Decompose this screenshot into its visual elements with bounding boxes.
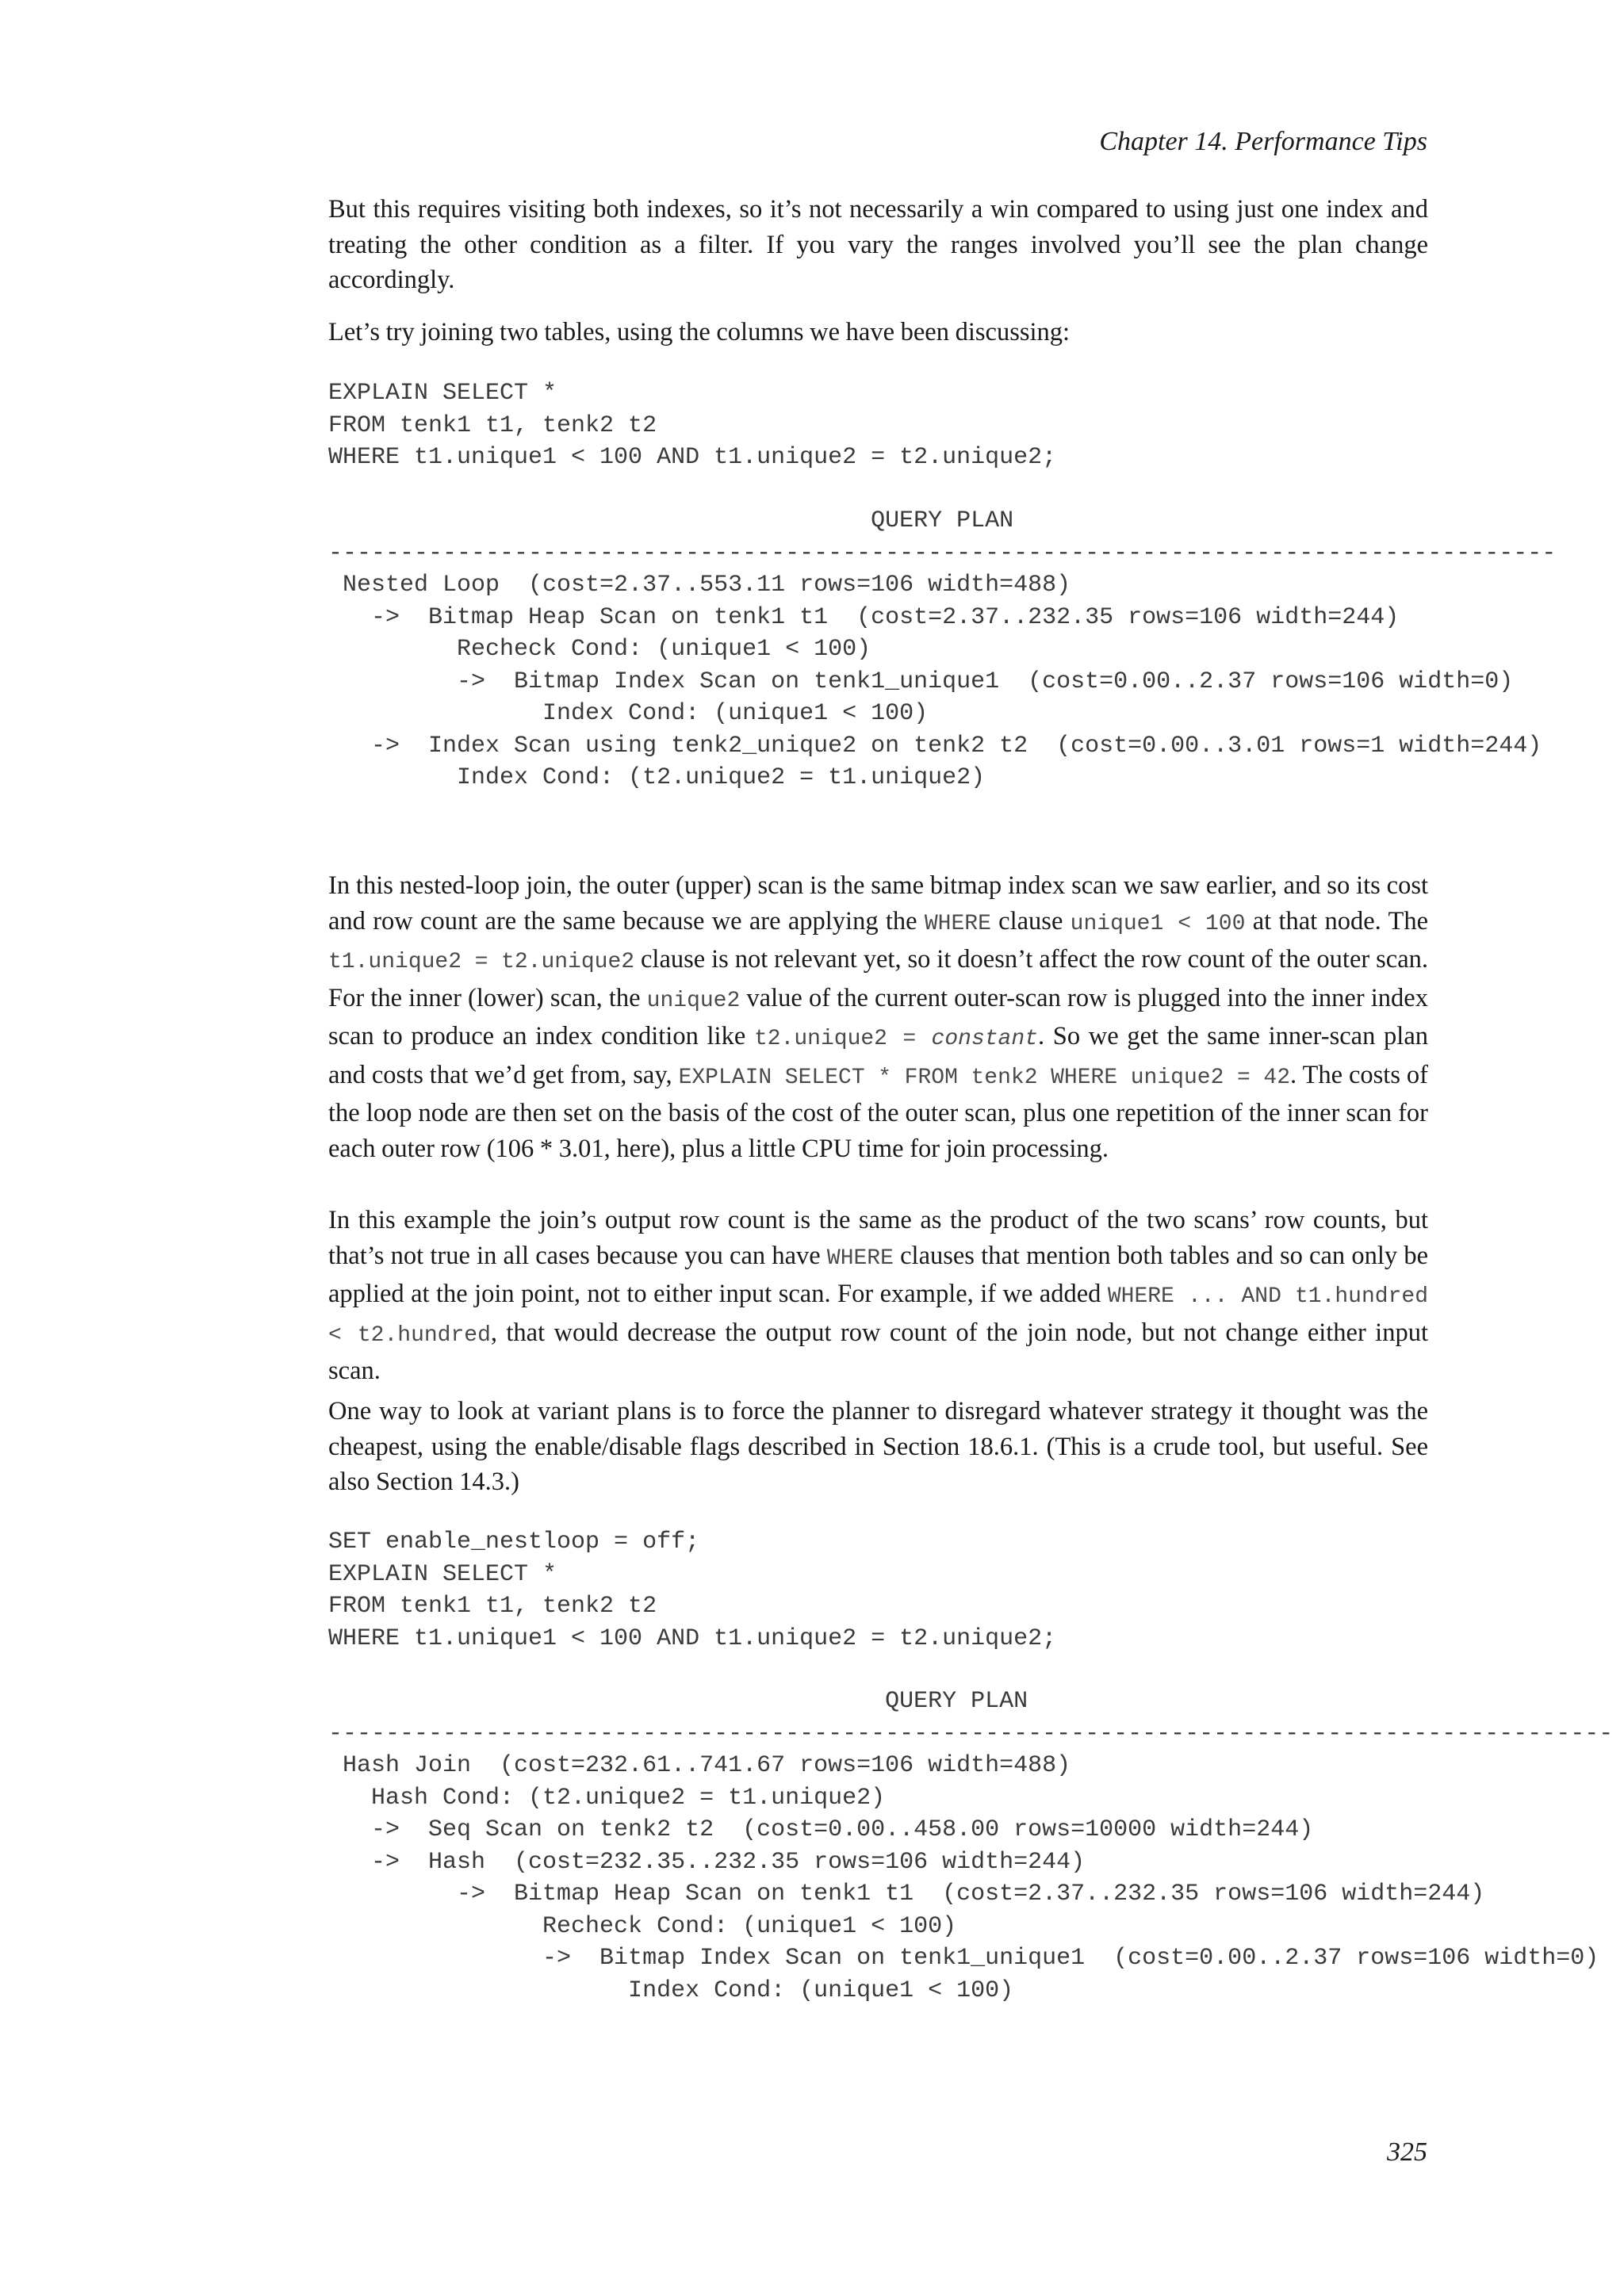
inline-code: WHERE ... AND t1.hundred < t2.hundred	[328, 1284, 1429, 1348]
inline-code: WHERE	[924, 911, 991, 936]
page-number: 325	[1387, 2137, 1427, 2167]
paragraph-3-text: value of the current outer-scan row is plugged into the inner index scan to produce an index condition like	[328, 983, 1428, 1050]
inline-code-italic: constant	[931, 1027, 1038, 1051]
paragraph-5: One way to look at variant plans is to force the planner to disregard whatever strategy it thought was the cheapest, using the enable/disable flags described in Section 18.6.1. (This is a crude tool, but useful. See also Section 14.3.)	[328, 1397, 1428, 1496]
inline-code: t2.unique2 =	[753, 1027, 932, 1051]
inline-code: EXPLAIN SELECT * FROM tenk2 WHERE unique2 = 42	[678, 1065, 1291, 1090]
paragraph-3-text: . The costs of the loop node are then set on the basis of the cost of the outer scan, plus one repetition of the inner scan for each outer row (106 * 3.01, here), plus a little CPU time for join processing.	[328, 1060, 1428, 1163]
paragraph-1: But this requires visiting both indexes, so it’s not necessarily a win compared to using just one index and treating the other condition as a filter. If you vary the ranges involved you’ll see the plan change accordingly.	[328, 195, 1428, 294]
paragraph-4-text: In this example the join’s output row count is the same as the product of the two scans’ row counts, but that’s not true in all cases because you can have	[328, 1206, 1428, 1270]
paragraph-3-text: at that node. The	[1245, 906, 1429, 936]
paragraph-3-text: In this nested-loop join, the outer (upper) scan is the same bitmap index scan we saw earlier, and so its cost and row count are the same because we are applying the	[328, 871, 1428, 936]
paragraph-4-text: , that would decrease the output row count of the join node, but not change either input scan.	[328, 1318, 1428, 1385]
paragraph-3-text: . So we get the same inner-scan plan and costs that we’d get from, say,	[328, 1022, 1429, 1089]
paragraph-3	[328, 868, 1428, 1166]
code-query-plan-2: QUERY PLAN ------------------------------------------------------------------------------------------ Hash Join (cost=232.61..741.67 rows=106 width=488) Hash Cond: (t2.unique2 = t1.unique2) -> Seq Scan on tenk2 t2 (cost=0.00..458.00 rows=10000 width=244) -> Hash (cost=232.35..232.35 rows=106 width=244) -> Bitmap Heap Scan on tenk1 t1 (cost=2.37..232.35 rows=106 width=244) Recheck Cond: (unique1 < 100) -> Bitmap Index Scan on tenk1_unique1 (cost=0.00..2.37 rows=106 width=0) Index Cond: (unique1 < 100)	[328, 1688, 1614, 2004]
inline-code: unique1 < 100	[1070, 911, 1246, 936]
paragraph-3-text: clause is not relevant yet, so it doesn’t affect the row count of the outer scan. For the inner (lower) scan, the	[328, 945, 1428, 1012]
code-query-plan-1: QUERY PLAN -------------------------------------------------------------------------------------- Nested Loop (cost=2.37..553.11 rows=106 width=488) -> Bitmap Heap Scan on tenk1 t1 (cost=2.37..232.35 rows=106 width=244) Recheck Cond: (unique1 < 100) -> Bitmap Index Scan on tenk1_unique1 (cost=0.00..2.37 rows=106 width=0) Index Cond: (unique1 < 100) -> Index Scan using tenk2_unique2 on tenk2 t2 (cost=0.00..3.01 rows=1 width=244) Index Cond: (t2.unique2 = t1.unique2)	[328, 507, 1557, 791]
inline-code: unique2	[646, 988, 741, 1013]
paragraph-4-text: clauses that mention both tables and so can only be applied at the join point, not to either input scan. For example, if we added	[328, 1241, 1428, 1308]
paragraph-3-text: clause	[990, 906, 1071, 936]
paragraph-2: Let’s try joining two tables, using the columns we have been discussing:	[328, 318, 1071, 346]
running-header: Chapter 14. Performance Tips	[1099, 127, 1427, 156]
code-query-2: SET enable_nestloop = off; EXPLAIN SELECT * FROM tenk1 t1, tenk2 t2 WHERE t1.unique1 < 100 AND t1.unique2 = t2.unique2;	[328, 1529, 1057, 1652]
code-query-1: EXPLAIN SELECT * FROM tenk1 t1, tenk2 t2 WHERE t1.unique1 < 100 AND t1.unique2 = t2.unique2;	[328, 380, 1057, 471]
inline-code: WHERE	[826, 1246, 894, 1271]
paragraph-4	[328, 1203, 1428, 1389]
inline-code: t1.unique2 = t2.unique2	[328, 950, 635, 974]
